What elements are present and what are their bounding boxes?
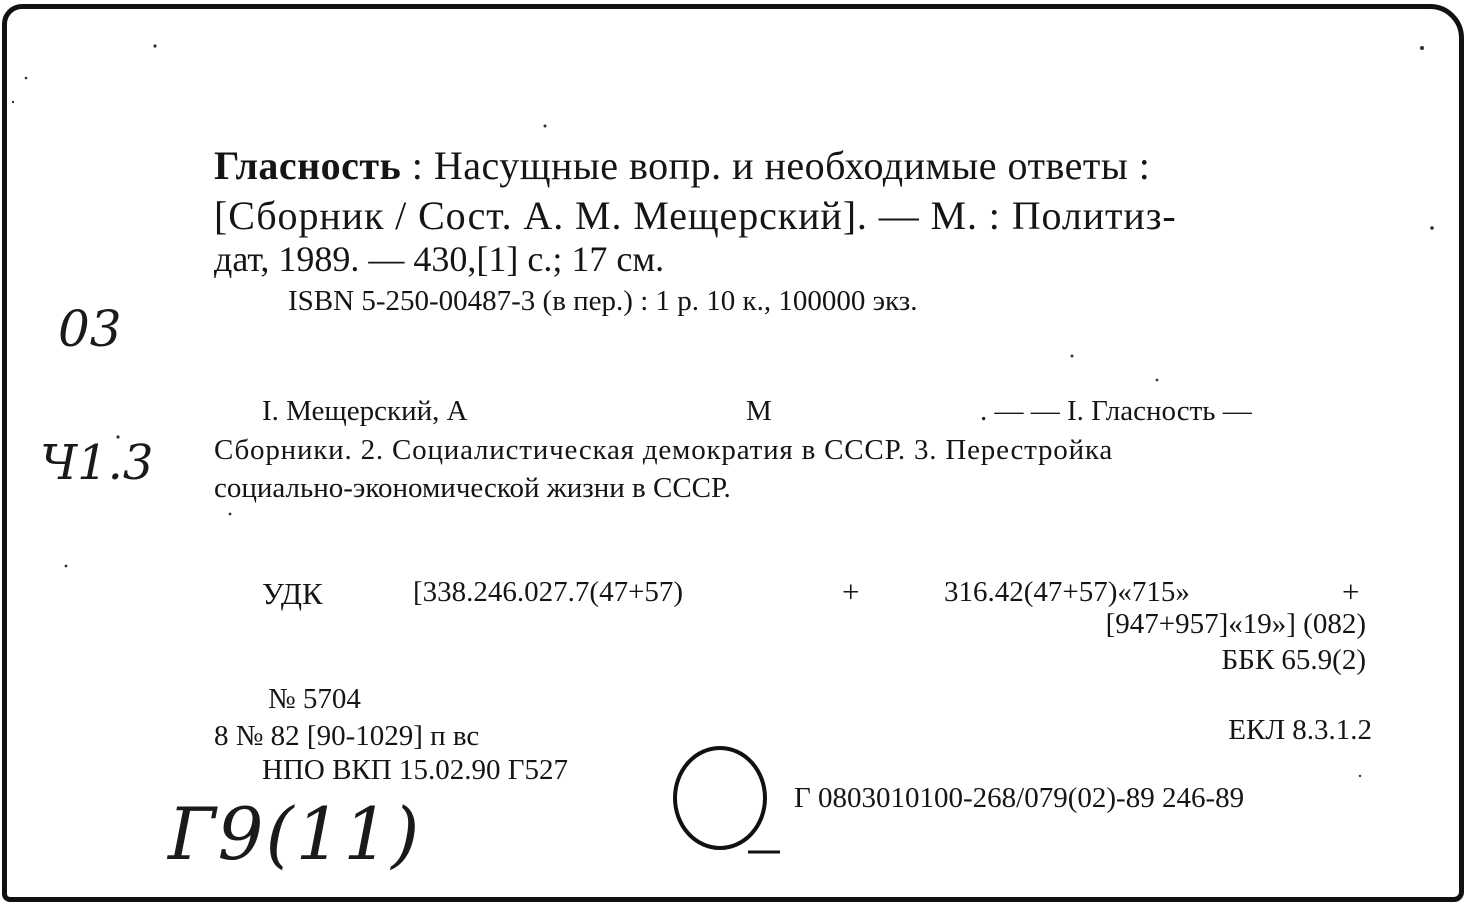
ekl-code: ЕКЛ 8.3.1.2 [1228, 714, 1372, 746]
subject-line-2: Сборники. 2. Социалистическая демократия в СССР. 3. Перестройка [214, 434, 1114, 466]
udk-part-2: 316.42(47+57)«715» [944, 576, 1190, 608]
title-line [214, 142, 1150, 189]
udk-plus-2: + [1342, 574, 1360, 609]
subject-line-1b: . — — I. Гласность — [980, 395, 1252, 427]
udk-part-1: [338.246.027.7(47+57) [413, 576, 684, 608]
subject-line-1m: М [746, 395, 772, 427]
title-line-2: [Сборник / Сост. А. М. Мещерский]. — М. : Политиз- [214, 193, 1177, 238]
bbk-code: ББК 65.9(2) [1221, 644, 1366, 676]
udk-part-3: [947+957]«19»] (082) [1105, 608, 1366, 640]
udk-label: УДК [262, 576, 323, 611]
title-line-3: дат, 1989. — 430,[1] с.; 17 см. [214, 239, 665, 279]
handwritten-mark-ch13: Ч1.3 [40, 435, 154, 491]
record-number: № 5704 [268, 683, 361, 715]
order-line: 8 № 82 [90-1029] п вс [214, 720, 480, 752]
g-code: Г 0803010100-268/079(02)-89 246-89 [794, 782, 1245, 814]
punch-hole-circle [664, 740, 794, 860]
handwritten-mark-g911: Г9(11) [168, 792, 422, 876]
subject-line-3: социально-экономической жизни в СССР. [214, 472, 731, 504]
handwritten-mark-03: 03 [58, 300, 122, 358]
npo-line: НПО ВКП 15.02.90 Г527 [262, 754, 568, 786]
subject-line-1a: I. Мещерский, А [262, 395, 468, 427]
udk-plus-1: + [842, 574, 860, 609]
isbn-line: ISBN 5-250-00487-3 (в пер.) : 1 р. 10 к., 100000 экз. [288, 285, 918, 317]
title-bold: Гласность [214, 143, 402, 188]
title-rest: : Насущные вопр. и необходимые ответы : [401, 143, 1151, 188]
